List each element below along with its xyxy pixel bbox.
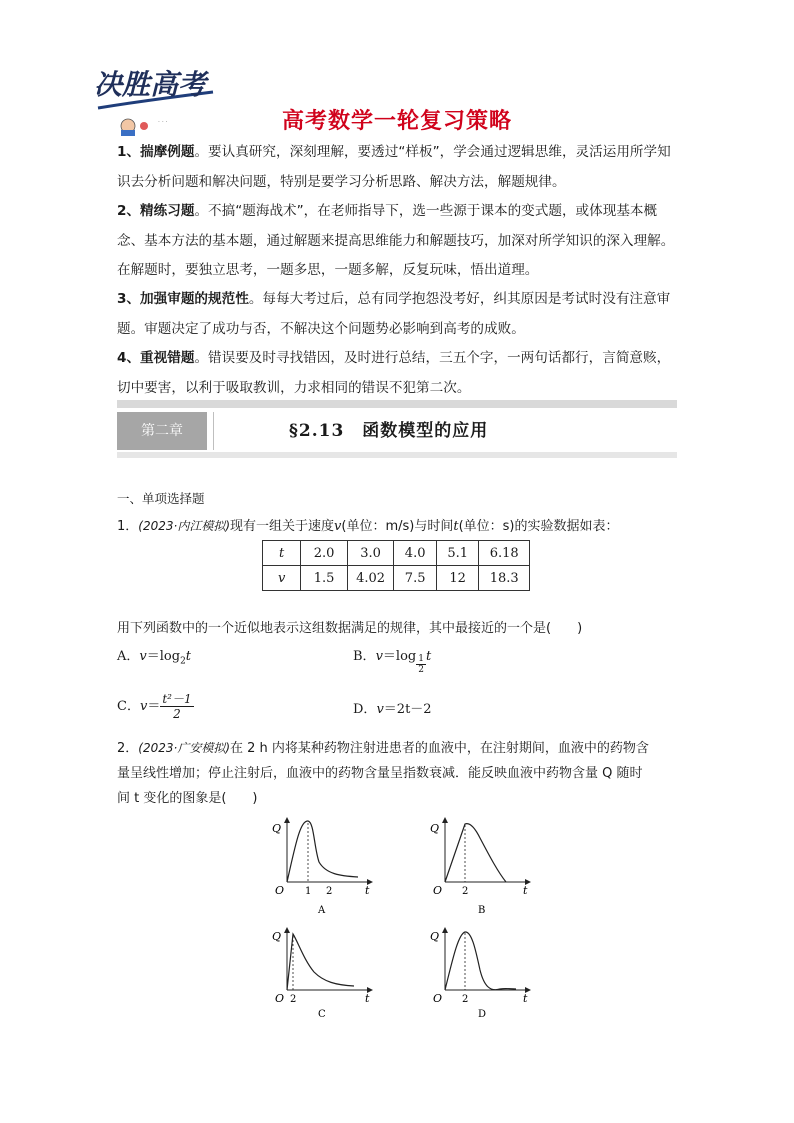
- table-row-t: [263, 541, 530, 566]
- tick-label: 1: [305, 886, 312, 897]
- option-rhs: ＝2t－2: [383, 702, 432, 717]
- table-cell: 2.0: [301, 541, 347, 566]
- document-title: 高考数学一轮复习策略: [281, 109, 512, 134]
- tick-label: 2: [290, 994, 297, 1005]
- stem-text: 在 2 h 内将某种药物注射进患者的血液中，在注射期间，血液中的药物含: [230, 741, 649, 756]
- strategy-body: 。要认真研究，深刻理解，要透过“样板”，学会通过逻辑思维，灵活运用所学知识去分析问题和解决问题，特别是要学习分析思路、解决方法，解题规律。: [117, 144, 671, 190]
- origin-label: O: [275, 992, 285, 1005]
- table-cell: 18.3: [479, 566, 530, 591]
- strategy-heading: 1、揣摩例题: [117, 144, 195, 160]
- table-row-v: [263, 566, 530, 591]
- option-lhs: v: [376, 702, 384, 717]
- question-number: 2．: [117, 741, 139, 756]
- strategy-item-3: [117, 285, 679, 344]
- banner-bottom-bar: [117, 452, 677, 458]
- graph-label: A: [318, 905, 326, 916]
- x-axis-label: t: [523, 884, 528, 897]
- banner-divider: [213, 412, 214, 450]
- question-1-prompt: 用下列函数中的一个近似地表示这组数据满足的规律，其中最接近的一个是( ): [117, 621, 583, 636]
- log-base: 2: [180, 656, 186, 667]
- table-cell: 1.5: [301, 566, 347, 591]
- stem-text: 现有一组关于速度: [230, 519, 335, 534]
- section-title: §2.13 函数模型的应用: [289, 421, 489, 441]
- option-lhs: v: [139, 649, 147, 664]
- option-lhs: v: [139, 699, 148, 714]
- graph-label: D: [478, 1009, 487, 1020]
- svg-text:· · ·: · · ·: [158, 119, 168, 126]
- option-label: A．: [117, 649, 140, 664]
- section-heading: 一、单项选择题: [117, 491, 205, 506]
- log-base-fraction: [416, 654, 426, 675]
- stem-text: 量呈线性增加；停止注射后，血液中的药物含量呈指数衰减．能反映血液中药物含量 Q 随时: [117, 766, 643, 781]
- table-cell: 3.0: [347, 541, 394, 566]
- table-cell: 4.0: [394, 541, 437, 566]
- x-axis-label: t: [365, 992, 370, 1005]
- option-arg: t: [185, 649, 192, 664]
- option-label: B．: [353, 649, 376, 664]
- curve: [287, 821, 358, 882]
- option-c-fraction: [160, 692, 193, 721]
- option-a[interactable]: [117, 647, 191, 672]
- graph-b[interactable]: [420, 812, 540, 920]
- logo-text: 决胜高考: [94, 68, 207, 101]
- banner-top-bar: [117, 400, 677, 408]
- stem-text: (单位：s)的实验数据如表：: [458, 519, 619, 534]
- origin-label: O: [275, 884, 285, 897]
- option-eq: ＝log: [146, 649, 181, 664]
- question-source: (2023·内江模拟): [138, 519, 230, 533]
- tick-label: 2: [326, 886, 333, 897]
- origin-label: O: [433, 884, 443, 897]
- graph-d[interactable]: [420, 922, 540, 1022]
- x-axis-label: t: [365, 884, 370, 897]
- option-d[interactable]: [353, 700, 432, 720]
- option-label: D．: [353, 702, 377, 717]
- table-cell: 6.18: [479, 541, 530, 566]
- table-cell: t: [263, 541, 301, 566]
- strategy-heading: 2、精练习题: [117, 203, 195, 219]
- strategy-heading: 4、重视错题: [117, 350, 195, 366]
- origin-label: O: [433, 992, 443, 1005]
- option-label: C．: [117, 699, 140, 714]
- stem-text: (单位：m/s)与时间: [341, 519, 454, 534]
- tick-label: 2: [462, 994, 469, 1005]
- graph-label: B: [478, 905, 486, 916]
- strategy-body: 。不搞“题海战术”，在老师指导下，选一些源于课本的变式题，或体现基本概念、基本方法的基本题，通过解题来提高思维能力和解题技巧，加深对所学知识的深入理解。在解题时，要独立思考，一题多思，一题多解，反复玩味，悟出道理。: [117, 203, 675, 278]
- curve: [445, 824, 506, 882]
- y-axis-label: Q: [272, 822, 282, 835]
- table-cell: v: [263, 566, 301, 591]
- y-axis-label: Q: [430, 930, 440, 943]
- table-cell: 4.02: [347, 566, 394, 591]
- fraction-numerator: 1: [418, 654, 424, 664]
- table-cell: 7.5: [394, 566, 437, 591]
- y-axis-label: Q: [272, 930, 282, 943]
- curve: [287, 934, 354, 990]
- option-c[interactable]: [117, 692, 194, 721]
- fraction-numerator: t²－1: [162, 692, 192, 706]
- chapter-banner: [117, 400, 677, 458]
- strategy-item-4: [117, 344, 679, 403]
- curve: [445, 932, 516, 990]
- graph-a[interactable]: [262, 812, 382, 920]
- strategy-heading: 3、加强审题的规范性: [117, 291, 249, 307]
- option-b[interactable]: [353, 647, 431, 675]
- question-1-stem: [117, 516, 697, 537]
- x-axis-label: t: [523, 992, 528, 1005]
- strategy-body: 。每每大考过后，总有同学抱怨没考好，纠其原因是考试时没有注意审题。审题决定了成功与否，不解决这个问题势必影响到高考的成败。: [117, 291, 671, 337]
- strategy-body: 。错误要及时寻找错因，及时进行总结，三五个字，一两句话都行，言简意赅，切中要害，以利于吸取教训，力求相同的错误不犯第二次。: [117, 350, 671, 396]
- chapter-label: 第二章: [117, 412, 207, 450]
- fraction-denominator: 2: [418, 665, 424, 675]
- strategy-item-1: [117, 138, 679, 197]
- y-axis-label: Q: [430, 822, 440, 835]
- variable-v: v: [334, 519, 342, 534]
- graph-c[interactable]: [262, 922, 382, 1022]
- question-source: (2023·广安模拟): [138, 741, 230, 755]
- option-eq: ＝log: [382, 649, 417, 664]
- fraction-denominator: 2: [173, 707, 181, 721]
- table-cell: 5.1: [436, 541, 479, 566]
- question-2-stem: [117, 736, 697, 811]
- table-cell: 12: [436, 566, 479, 591]
- tick-label: 2: [462, 886, 469, 897]
- question-number: 1．: [117, 519, 139, 534]
- graph-label: C: [318, 1009, 326, 1020]
- stem-text: 间 t 变化的图象是( ): [117, 791, 258, 806]
- variable-t: t: [453, 519, 459, 534]
- option-eq: ＝: [147, 699, 161, 714]
- option-lhs: v: [375, 649, 383, 664]
- option-arg: t: [425, 649, 432, 664]
- strategy-item-2: [117, 197, 679, 286]
- data-table: [262, 540, 530, 591]
